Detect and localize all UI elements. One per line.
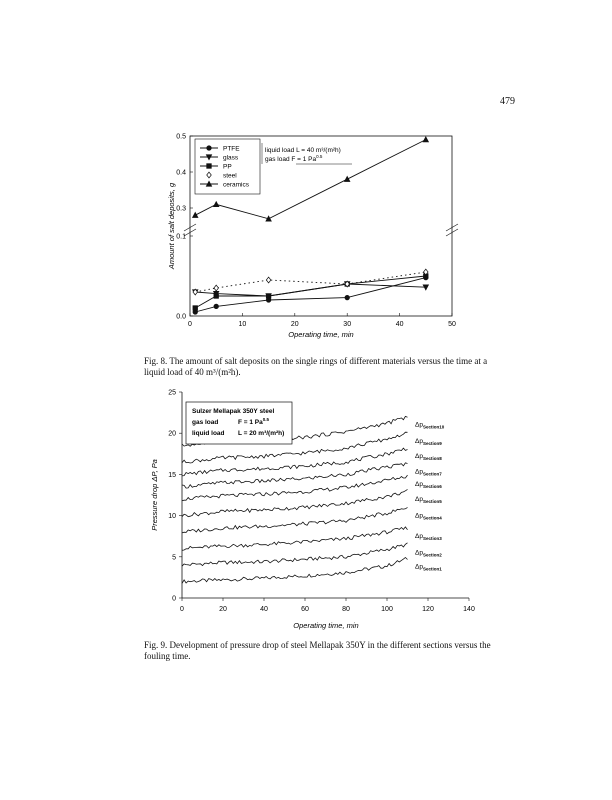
fig8-legend-label-pp: PP [223,163,232,171]
fig9-x-tick-label: 120 [422,606,434,613]
fig8-point-steel [266,277,271,283]
fig9-label-section2: $\Delta p_{Section2}$ [415,549,442,558]
fig9-label-section7: $\Delta p_{Section7}$ [415,468,442,477]
fig8-point-ceramics [193,212,198,217]
fig8-y-axis-label: Amount of salt deposits, g [167,182,176,270]
fig8-legend-marker-pp [207,164,212,169]
fig8-point-ceramics [423,137,428,142]
fig9-legend-liquid-label: liquid load [192,430,225,437]
fig8-y-tick-label: 0.1 [176,233,186,241]
fig8-legend-label-glass: glass [223,154,239,162]
fig9-y-tick-label: 5 [172,554,176,562]
fig8-y-tick-label: 0.3 [176,205,186,213]
fig8-x-tick-label: 30 [343,321,352,328]
fig9-line-section8 [182,448,408,476]
fig9-label-section3: $\Delta p_{Section3}$ [415,532,442,541]
fig8-legend-marker-ptfe [207,146,212,151]
fig9-legend-gas-label: gas load [192,419,219,426]
fig9-x-tick-label: 20 [219,606,227,613]
fig8-line-ptfe [195,278,426,312]
figure-8-caption: Fig. 8. The amount of salt deposits on the single rings of different materials versus the time at a liquid load of 40 m³/(m²h). [144,356,488,377]
fig9-line-section1 [182,558,408,584]
fig8-gas-load: gas load F = 1 $Pa^{0.5}$ [265,154,323,163]
fig8-point-ptfe [214,304,219,309]
fig9-line-section2 [182,543,408,566]
fig8-point-ceramics [214,202,219,207]
fig9-x-tick-label: 60 [301,606,309,613]
fig9-label-section1: $\Delta p_{Section1}$ [415,563,442,572]
fig9-legend-gas-value: F = 1 $Pa^{0.5}$ [238,417,270,426]
fig8-x-tick-label: 40 [395,321,404,328]
fig8-point-pp [266,294,271,299]
fig9-line-section3 [182,527,408,550]
fig9-label-section6: $\Delta p_{Section6}$ [415,481,442,490]
fig9-label-section8: $\Delta p_{Section8}$ [415,453,442,462]
fig9-line-section7 [182,463,408,488]
fig8-y-tick-label: 0.5 [176,133,186,141]
fig8-x-tick-label: 10 [238,321,247,328]
figure-9-caption: Fig. 9. Development of pressure drop of steel Mellapak 350Y in the different sections versus the fouling time. [144,640,491,661]
fig8-legend-label-ptfe: PTFE [223,145,240,153]
fig9-label-section5: $\Delta p_{Section5}$ [415,495,442,504]
fig8-annotation [262,143,352,164]
fig9-y-tick-label: 15 [168,471,176,479]
fig9-x-tick-label: 100 [381,606,393,613]
fig8-x-tick-label: 20 [290,321,299,328]
fig8-line-pp [195,276,426,308]
fig9-x-tick-label: 80 [342,606,350,613]
page-number: 479 [500,96,515,107]
fig9-y-tick-label: 20 [168,430,176,438]
fig8-legend-label-ceramics: ceramics [223,181,250,189]
fig9-y-tick-label: 25 [168,389,176,397]
fig8-point-ptfe [345,295,350,300]
fig9-line-section4 [182,507,408,533]
fig8-series-ptfe [193,275,428,314]
fig8-x-tick-label: 0 [188,321,192,328]
fig9-label-section10: $\Delta p_{Section10}$ [415,421,445,430]
fig9-label-section4: $\Delta p_{Section4}$ [415,512,442,521]
fig8-x-tick-label: 50 [448,321,456,328]
fig9-legend-liquid-value: L = 20 m³/(m²h) [238,430,285,437]
fig8-line-steel [195,272,426,292]
fig8-x-axis-label: Operating time, min [288,330,354,339]
fig8-y-tick-label: 0.4 [176,169,186,177]
fig9-y-axis-label: Pressure drop ΔP, Pa [150,459,159,531]
fig9-y-tick-label: 0 [172,595,176,603]
fig8-y-tick-label: 0.0 [176,313,186,321]
figure-8-chart [167,134,458,340]
fig9-y-tick-label: 10 [168,513,176,521]
fig8-series-steel [193,269,428,295]
fig8-point-steel [214,285,219,291]
fig8-point-pp [193,306,198,311]
fig9-x-axis-label: Operating time, min [293,621,359,630]
fig9-legend-title: Sulzer Mellapak 350Y steel [192,408,275,415]
fig8-legend-label-steel: steel [223,172,237,180]
figure-9-chart [150,390,475,631]
fig9-x-tick-label: 0 [180,606,184,613]
fig9-x-tick-label: 140 [463,606,475,613]
fig9-line-section5 [182,489,408,516]
fig8-liquid-load: liquid load L = 40 m³/(m²h) [265,147,341,154]
fig9-label-section9: $\Delta p_{Section9}$ [415,438,442,447]
fig9-x-tick-label: 40 [260,606,268,613]
fig8-point-ceramics [345,176,350,181]
fig8-point-pp [214,294,219,299]
